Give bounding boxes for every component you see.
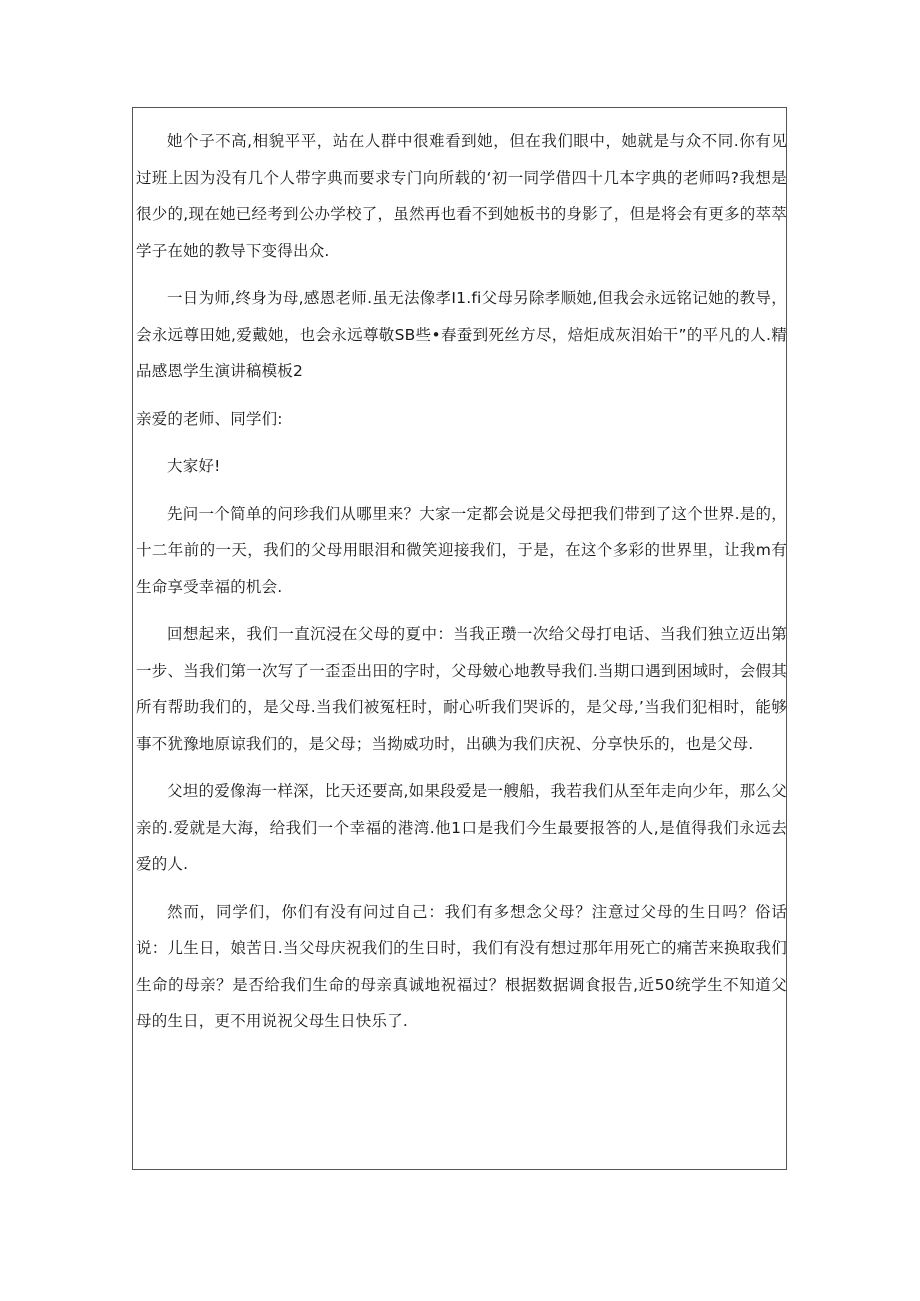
paragraph-salutation: 亲爱的老师、同学们: [136, 409, 283, 428]
paragraph-where-from: 先问一个简单的问珍我们从哪里来？大家一定都会说是父母把我们带到了这个世界.是的，十二年前的一天，我们的父母用眼泪和微笑迎接我们，于是，在这个多彩的世界里，让我m有生命享受幸福的机会. [136, 504, 787, 596]
paragraph-teacher-description: 她个子不高,相貌平平，站在人群中很难看到她，但在我们眼中，她就是与众不同.你有见过班上因为没有几个人带字典而要求专门向所载的‘初一同学借四十几本字典的老师吗?我想是很少的,现在她已经考到公办学校了，虽然再也看不到她板书的身影了，但是将会有更多的萃萃学子在她的教导下变得出众. [136, 132, 787, 260]
paragraph-birthday-question: 然而，同学们，你们有没有问过自己：我们有多想念父母？注意过父母的生日吗？俗话说：儿生日，娘苦日.当父母庆祝我们的生日时，我们有没有想过那年用死亡的痛苦来换取我们生命的母亲？是否给我们生命的母亲真诚地祝福过？根据数据调食报告,近50统学生不知道父母的生日，更不用说祝父母生日快乐了. [136, 902, 787, 1030]
paragraph-gratitude-teacher: 一日为师,终身为母,感恩老师.虽无法像孝I1.fi父母另除孝顺她,但我会永远铭记她的教导，会永远尊田她,爱戴她，也会永远尊敬SB些•春蚕到死丝方尽，焙炬成灰泪始干”的平凡的人.精品感恩学生演讲稿模板2 [136, 289, 787, 380]
paragraph-parents-love: 父坦的爱像海一样深，比天还要高,如果段爱是一艘船，我若我们从至年走向少年，那么父亲的.爱就是大海，给我们一个幸福的港湾.他1口是我们今生最要报答的人,是值得我们永远去爱的人. [136, 782, 787, 873]
paragraph-parents-care: 回想起来，我们一直沉浸在父母的夏中：当我正瓒一次给父母打电话、当我们独立迈出第一步、当我们第一次写了一歪歪出田的字时，父母皴心地教导我们.当期口遇到困域时，会假其所有帮助我们的，是父母.当我们被冤枉时，耐心听我们哭诉的，是父母,’当我们犯相时，能够事不犹豫地原谅我们的，是父母；当拗威功时，出碘为我们庆祝、分享快乐的，也是父母. [136, 625, 787, 753]
document-body [136, 123, 787, 1040]
paragraph-greeting: 大家好! [167, 457, 221, 475]
